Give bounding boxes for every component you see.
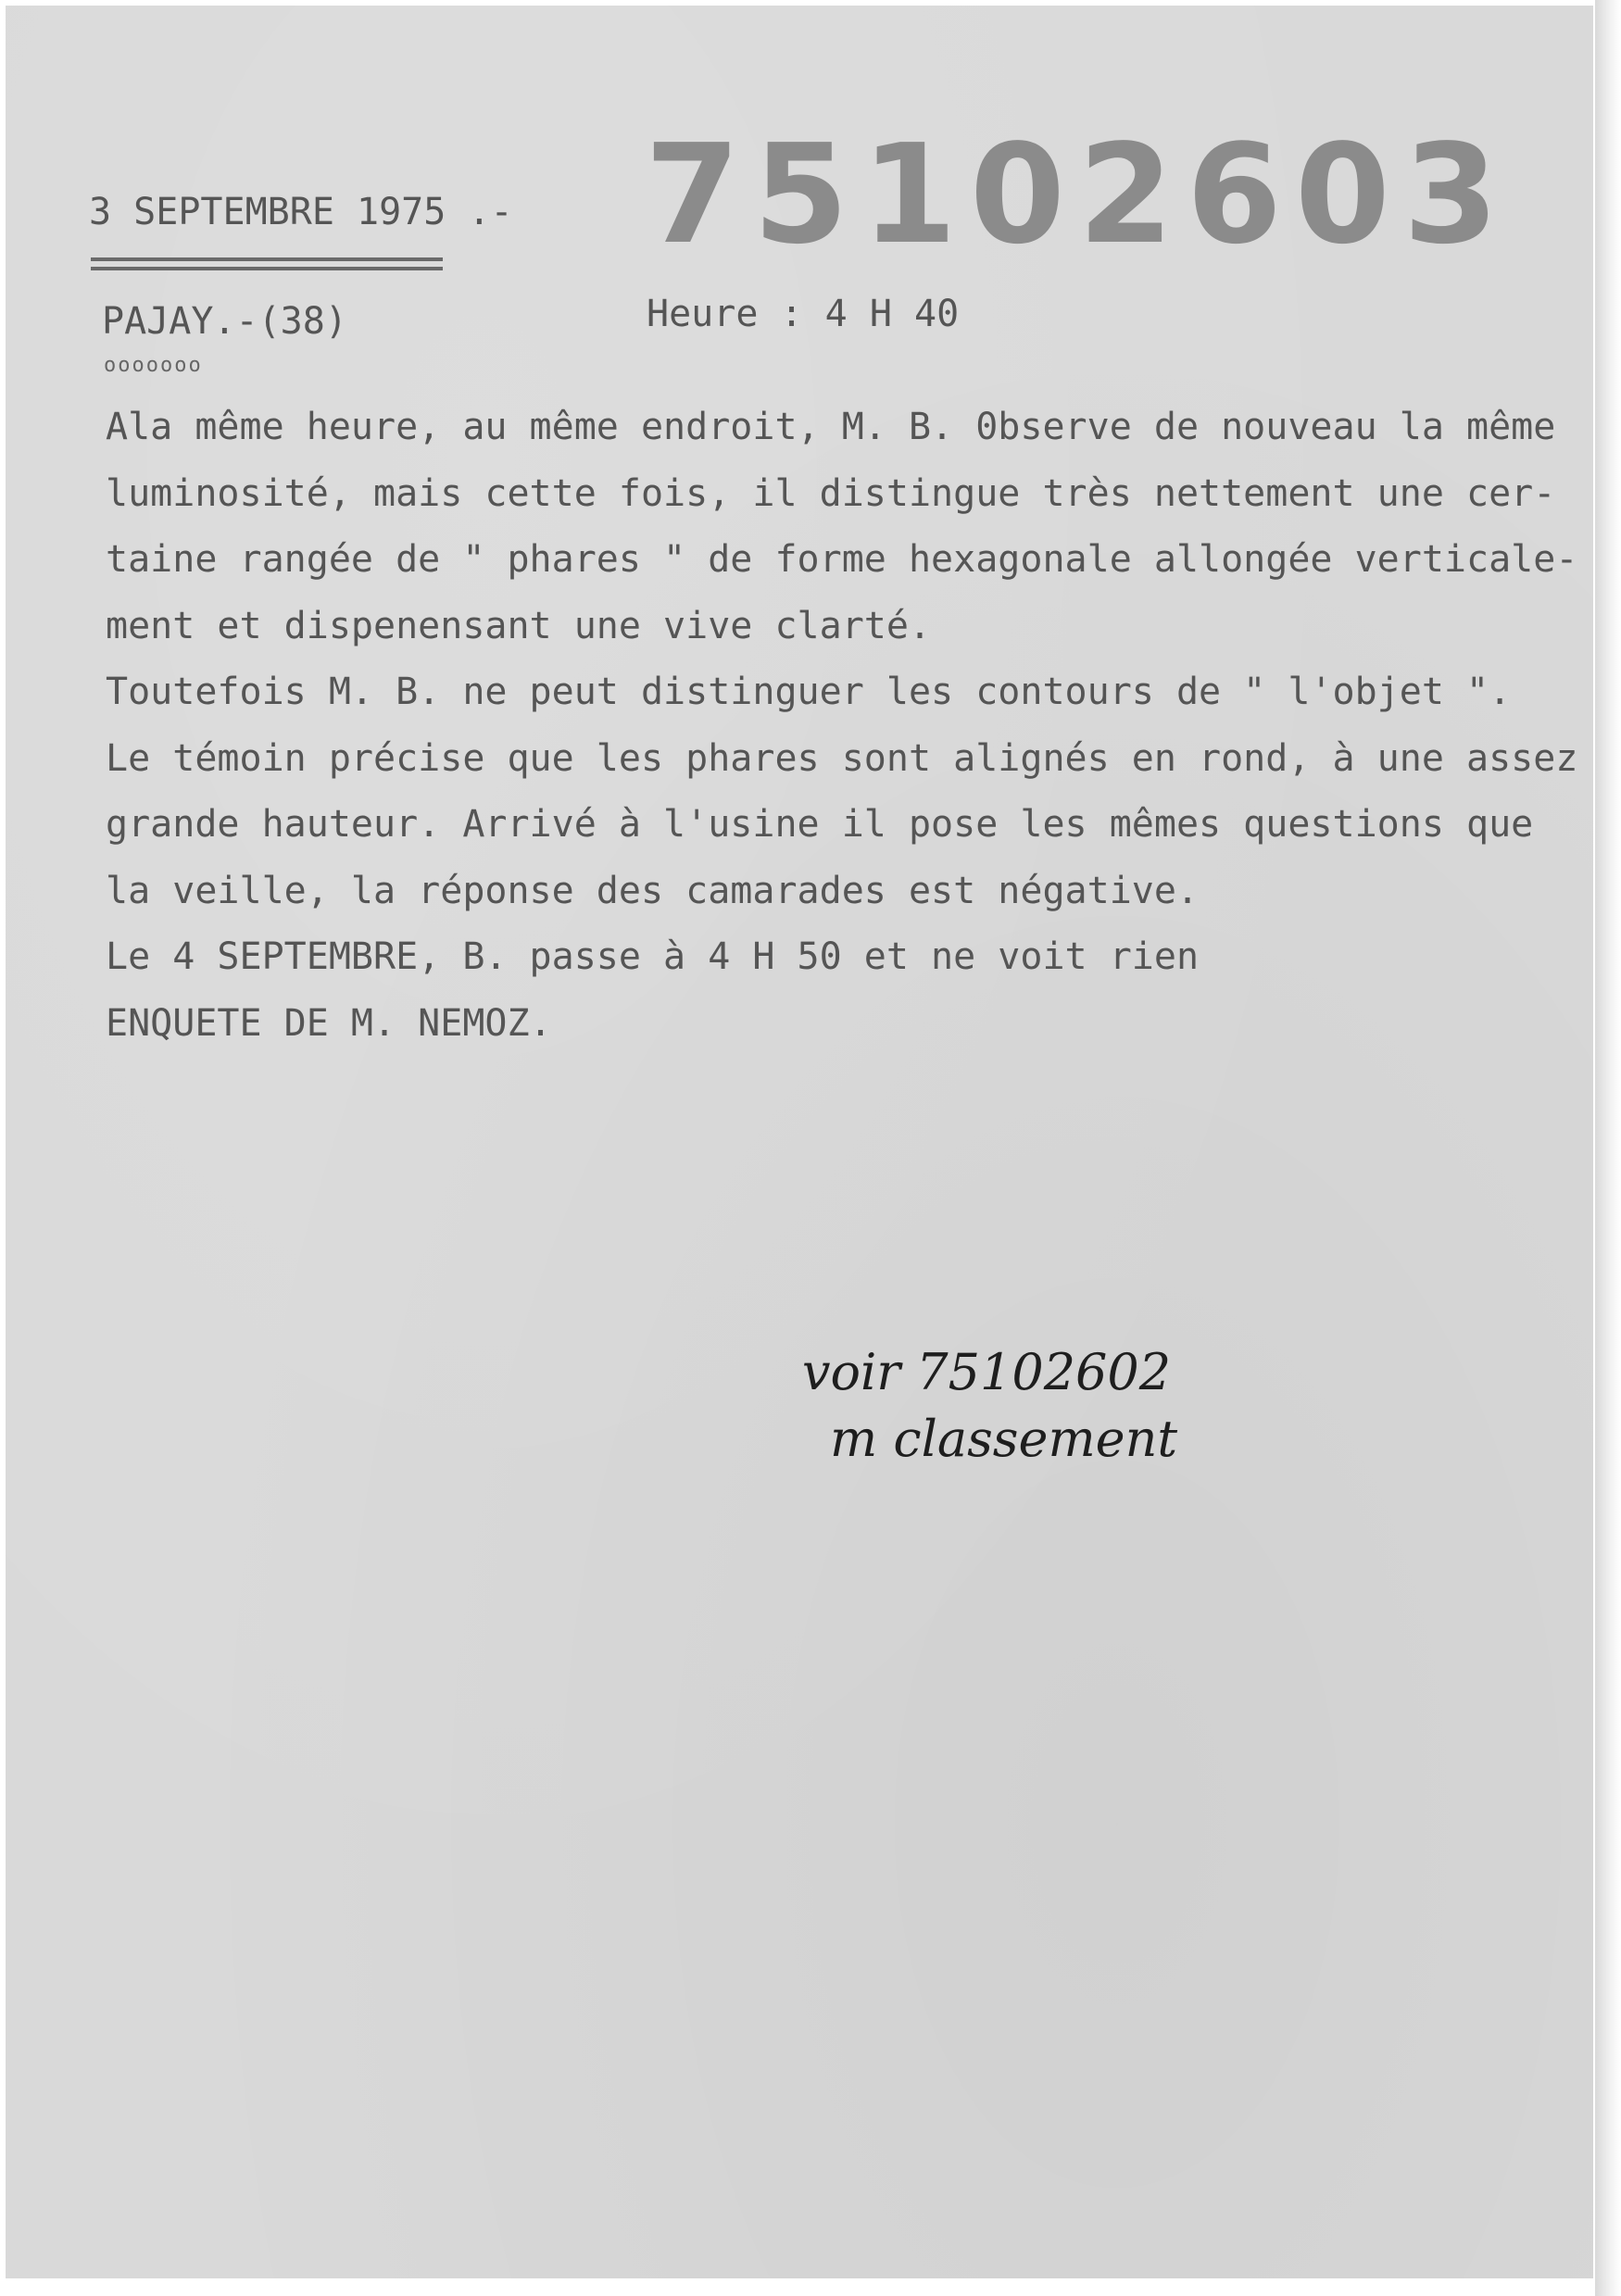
body-line: Le 4 SEPTEMBRE, B. passe à 4 H 50 et ne voit rien: [106, 935, 1200, 978]
reference-number-stamp: 75102603: [645, 115, 1512, 274]
time-label: Heure : 4 H 40: [647, 293, 960, 335]
date-underline-top: [91, 257, 443, 261]
body-line: taine rangée de " phares " de forme hexagonale allongée verticale-: [106, 538, 1578, 581]
page-edge-shadow: [1595, 0, 1621, 2296]
body-line: grande hauteur. Arrivé à l'usine il pose les mêmes questions que: [106, 803, 1534, 846]
body-line: ment et dispenensant une vive clarté.: [106, 604, 932, 647]
report-body: [106, 395, 1578, 1057]
handwritten-note-line1: voir 75102602: [802, 1343, 1172, 1401]
handwritten-note-line2: m classement: [830, 1410, 1178, 1468]
body-line: Le témoin précise que les phares sont alignés en rond, à une assez: [106, 736, 1578, 780]
body-line: Toutefois M. B. ne peut distinguer les contours de " l'objet ".: [106, 671, 1512, 713]
document-date: 3 SEPTEMBRE 1975 .-: [89, 191, 513, 233]
handwritten-note: [802, 1339, 1177, 1473]
body-line: Ala même heure, au même endroit, M. B. 0bserve de nouveau la même: [106, 406, 1556, 448]
body-line: luminosité, mais cette fois, il distingue très nettement une cer-: [106, 471, 1556, 515]
document-page: [6, 6, 1593, 2278]
place-underline-circles: ooooooo: [104, 354, 203, 377]
date-underline-bottom: [91, 267, 443, 270]
body-line: ENQUETE DE M. NEMOZ.: [106, 1001, 552, 1045]
place-name: PAJAY.-(38): [102, 300, 347, 343]
body-line: la veille, la réponse des camarades est négative.: [106, 869, 1200, 912]
